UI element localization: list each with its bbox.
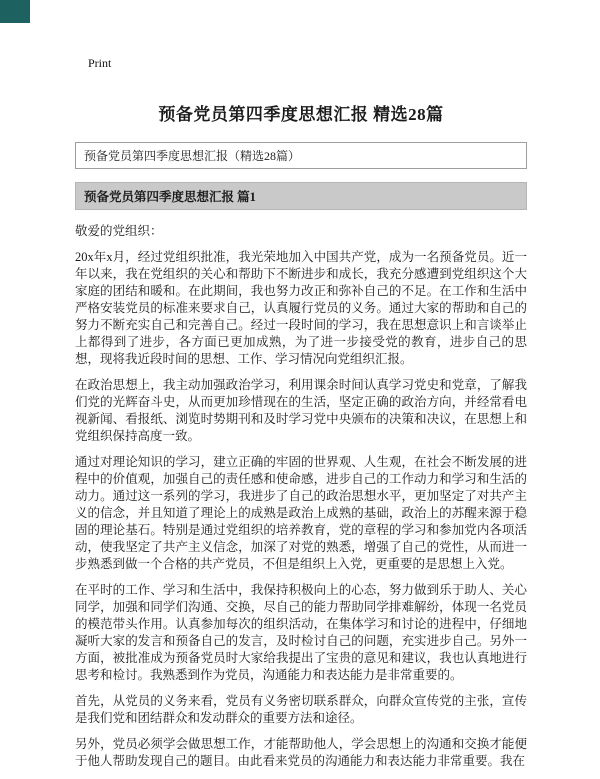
paragraph: 首先，从党员的义务来看，党员有义务密切联系群众，向群众宣传党的主张，宣传是我们党和团结群众和发动群众的重要方法和途径。 [75,694,527,725]
salutation-line: 敬爱的党组织： [75,224,163,238]
paragraph: 通过对理论知识的学习，建立正确的牢固的世界观、人生观，在社会不断发展的进程中的价值观，加强自己的责任感和使命感，进步自己的工作动力和学习和生活的动力。通过这一系列的学习，我进步了自己的政治思想水平，更加坚定了对共产主义的信念，并且知道了理论上的成熟是政治上成熟的基础，政治上的苏醒来源于稳固的理论基石。特别是通过党组织的培养教育，党的章程的学习和参加党内各项活动，使我坚定了共产主义信念，加深了对党的熟悉，增强了自己的党性，从而进一步熟悉到做一个合格的共产党员，不但是组织上入党，更重要的是思想上入党。 [75,455,527,571]
corner-accent-block [0,0,30,23]
paragraph: 20x年x月，经过党组织批准，我光荣地加入中国共产党，成为一名预备党员。近一年以来，我在党组织的关心和帮助下不断进步和成长，我充分感遭到党组织这个大家庭的团结和暖和。在此期间，我也努力改正和弥补自己的不足。在工作和生活中严格安装党员的标准来要求自己，认真履行党员的义务。通过大家的帮助和自己的努力不断充实自己和完善自己。经过一段时间的学习，我在思想意识上和言谈举止上都得到了进步，各方面已更加成熟，为了进一步接受党的教育，进步自己的思想，现将我近段时间的思想、工作、学习情况向党组织汇报。 [75,250,527,366]
document-page [75,100,527,779]
page-title: 预备党员第四季度思想汇报 精选28篇 [158,105,444,124]
paragraph: 另外，党员必须学会做思想工作，才能帮助他人，学会思想上的沟通和交换才能便于他人帮助发现自己的题目。由此看来党员的沟通能力和表达能力非常重要。我在 [75,737,527,768]
paragraph: 在平时的工作、学习和生活中，我保持积极向上的心态，努力做到乐于助人、关心同学，加强和同学们沟通、交换，尽自己的能力帮助同学排难解纷，体现一名党员的模范带头作用。认真参加每次的组织活动，在集体学习和讨论的进程中，仔细地凝听大家的发言和预备自己的发言，及时检讨自己的问题，充实进步自己。另外一方面，被批准成为预备党员时大家给我提出了宝贵的意见和建议，我也认真地进行思考和检讨。我熟悉到作为党员，沟通能力和表达能力是非常重要的。 [75,583,527,682]
section-heading: 预备党员第四季度思想汇报 篇1 [75,182,527,210]
document-body [75,249,527,770]
print-button[interactable]: Print [88,56,112,70]
paragraph: 在政治思想上，我主动加强政治学习，利用课余时间认真学习党史和党章，了解我们党的光辉奋斗史，从而更加珍惜现在的生活，坚定正确的政治方向，并经常看电视新闻、看报纸、浏览时势期刊和及时学习党中央颁布的决策和决议，在思想上和党组织保持高度一致。 [75,378,527,443]
subtitle-box: 预备党员第四季度思想汇报（精选28篇） [75,142,527,169]
